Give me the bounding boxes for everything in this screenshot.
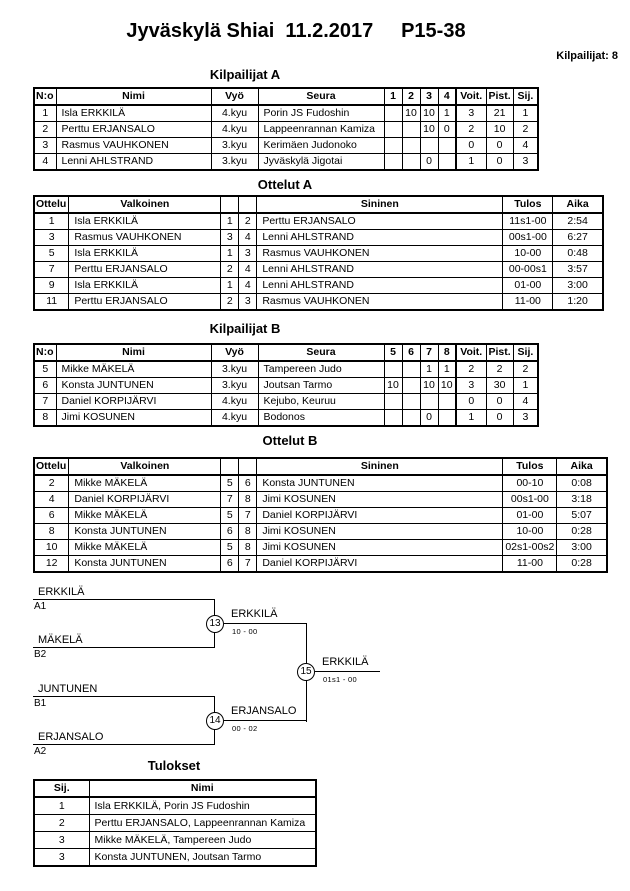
bracket-line — [315, 671, 380, 672]
column-header: Nimi — [56, 344, 211, 361]
table-cell: 3 — [34, 832, 89, 849]
column-header: Sij. — [513, 344, 538, 361]
table-cell: Daniel KORPIJÄRVI — [257, 508, 503, 524]
bracket-seed-name: JUNTUNEN — [38, 683, 98, 695]
table-cell: Lenni AHLSTRAND — [56, 154, 211, 171]
table-cell: Lappeenrannan Kamiza — [258, 122, 384, 138]
table-cell: 3 — [513, 410, 538, 427]
bracket-seed-code: A1 — [34, 601, 47, 612]
table-cell — [420, 138, 438, 154]
table-cell: 10 — [384, 378, 402, 394]
table-cell: 9 — [34, 278, 69, 294]
column-header: Tulos — [503, 196, 553, 213]
table-cell: 0 — [486, 394, 513, 410]
table-cell — [402, 138, 420, 154]
table-cell — [402, 378, 420, 394]
table-row — [34, 556, 607, 573]
tulokset-heading: Tulokset — [147, 758, 201, 773]
column-header — [239, 458, 257, 475]
bracket-seed-name: ERJANSALO — [38, 731, 104, 743]
table-cell: Jyväskylä Jigotai — [258, 154, 384, 171]
table-cell: 1 — [438, 105, 456, 122]
table-cell: 1 — [456, 410, 486, 427]
kilpailijat-b-table — [33, 343, 539, 427]
match-number-badge: 15 — [297, 663, 315, 681]
column-header: Vyö — [211, 88, 258, 105]
table-cell: 11s1-00 — [503, 213, 553, 230]
table-cell: 0 — [486, 154, 513, 171]
table-cell — [438, 138, 456, 154]
column-header: 3 — [420, 88, 438, 105]
bracket-seed-code: A2 — [34, 746, 47, 757]
table-cell: Kejubo, Keuruu — [258, 394, 384, 410]
ottelut-a-heading: Ottelut A — [257, 177, 313, 192]
table-cell: 3.kyu — [211, 154, 258, 171]
column-header: Aika — [553, 196, 603, 213]
table-row — [34, 410, 538, 427]
table-cell: 5 — [221, 475, 239, 492]
table-cell: 4 — [239, 230, 257, 246]
table-cell: Rasmus VAUHKONEN — [257, 246, 503, 262]
table-row — [34, 278, 603, 294]
kilpailijat-a-table — [33, 87, 539, 171]
bracket-line — [33, 696, 215, 697]
table-cell: Daniel KORPIJÄRVI — [69, 492, 221, 508]
kilpailijat-b-heading: Kilpailijat B — [209, 321, 281, 336]
tulokset-table — [33, 779, 317, 867]
table-cell — [384, 410, 402, 427]
table-cell: 3.kyu — [211, 361, 258, 378]
table-cell: 10-00 — [503, 246, 553, 262]
table-row — [34, 832, 316, 849]
table-cell: 8 — [239, 540, 257, 556]
table-cell — [402, 394, 420, 410]
table-cell: 6 — [221, 524, 239, 540]
table-cell: 3 — [34, 230, 69, 246]
table-cell: Porin JS Fudoshin — [258, 105, 384, 122]
table-row — [34, 361, 538, 378]
table-cell: 0:08 — [557, 475, 607, 492]
table-cell — [402, 410, 420, 427]
column-header: 8 — [438, 344, 456, 361]
table-cell — [384, 394, 402, 410]
bracket-seed-code: B2 — [34, 649, 47, 660]
table-cell: 02s1-00s2 — [503, 540, 557, 556]
table-row — [34, 540, 607, 556]
column-header: Nimi — [89, 780, 316, 797]
table-cell: 3 — [239, 294, 257, 311]
table-cell: 00s1-00 — [503, 492, 557, 508]
table-cell: Jimi KOSUNEN — [56, 410, 211, 427]
table-cell: 3:18 — [557, 492, 607, 508]
competitors-count: Kilpailijat: 8 — [556, 50, 618, 62]
table-cell: Tampereen Judo — [258, 361, 384, 378]
table-cell: 2 — [513, 122, 538, 138]
column-header: 6 — [402, 344, 420, 361]
table-cell: 10 — [438, 378, 456, 394]
table-cell: 8 — [239, 492, 257, 508]
table-row — [34, 105, 538, 122]
table-cell: 11 — [34, 294, 69, 311]
table-cell: Mikke MÄKELÄ — [69, 508, 221, 524]
table-cell: 10-00 — [503, 524, 557, 540]
table-cell: 10 — [402, 105, 420, 122]
table-row — [34, 262, 603, 278]
table-cell: 5 — [221, 508, 239, 524]
table-cell: 2 — [239, 213, 257, 230]
table-cell: Konsta JUNTUNEN — [257, 475, 503, 492]
table-cell: 1 — [438, 361, 456, 378]
table-cell: 8 — [34, 524, 69, 540]
table-cell: 5 — [34, 246, 69, 262]
table-cell: 2 — [34, 815, 89, 832]
table-cell: Konsta JUNTUNEN, Joutsan Tarmo — [89, 849, 316, 867]
table-cell: 4 — [239, 262, 257, 278]
table-cell: Mikke MÄKELÄ — [56, 361, 211, 378]
column-header: Voit. — [456, 344, 486, 361]
table-cell: Bodonos — [258, 410, 384, 427]
table-cell: Mikke MÄKELÄ — [69, 540, 221, 556]
match-winner-name: ERKKILÄ — [322, 656, 369, 668]
table-cell: 4 — [513, 394, 538, 410]
table-cell: Konsta JUNTUNEN — [56, 378, 211, 394]
table-cell: 5:07 — [557, 508, 607, 524]
table-row — [34, 815, 316, 832]
table-cell: Konsta JUNTUNEN — [69, 556, 221, 573]
table-cell: Lenni AHLSTRAND — [257, 278, 503, 294]
bracket-line — [33, 599, 215, 600]
column-header: Voit. — [456, 88, 486, 105]
table-cell: Jimi KOSUNEN — [257, 524, 503, 540]
table-cell: 10 — [420, 378, 438, 394]
table-cell: Daniel KORPIJÄRVI — [56, 394, 211, 410]
table-row — [34, 492, 607, 508]
table-cell — [384, 154, 402, 171]
bracket-seed-code: B1 — [34, 698, 47, 709]
table-cell: 6 — [239, 475, 257, 492]
table-cell: 1 — [34, 213, 69, 230]
table-cell: 7 — [221, 492, 239, 508]
table-cell: 10 — [34, 540, 69, 556]
table-row — [34, 849, 316, 867]
table-cell: Konsta JUNTUNEN — [69, 524, 221, 540]
table-cell: 8 — [239, 524, 257, 540]
table-cell: 6 — [221, 556, 239, 573]
table-cell: 4.kyu — [211, 394, 258, 410]
table-cell: 3 — [513, 154, 538, 171]
column-header: Nimi — [56, 88, 211, 105]
column-header: Ottelu — [34, 458, 69, 475]
bracket-seed-name: ERKKILÄ — [38, 586, 85, 598]
table-row — [34, 508, 607, 524]
match-score: 00 - 02 — [232, 724, 258, 733]
table-cell: 1 — [420, 361, 438, 378]
table-cell: 1 — [221, 246, 239, 262]
column-header: 2 — [402, 88, 420, 105]
table-row — [34, 294, 603, 311]
ottelut-b-heading: Ottelut B — [262, 433, 318, 448]
table-cell: Isla ERKKILÄ — [69, 278, 221, 294]
table-cell: 0 — [486, 410, 513, 427]
table-cell — [402, 154, 420, 171]
table-cell — [438, 154, 456, 171]
table-cell: Jimi KOSUNEN — [257, 540, 503, 556]
table-cell: 3 — [221, 230, 239, 246]
table-cell: Joutsan Tarmo — [258, 378, 384, 394]
table-cell: 5 — [34, 361, 56, 378]
column-header: Pist. — [486, 344, 513, 361]
table-cell — [402, 122, 420, 138]
table-cell: 6 — [34, 508, 69, 524]
column-header: 5 — [384, 344, 402, 361]
table-cell: 3 — [239, 246, 257, 262]
table-cell: 3:57 — [553, 262, 603, 278]
ottelut-a-table — [33, 195, 604, 311]
column-header: Vyö — [211, 344, 258, 361]
table-cell: 00-00s1 — [503, 262, 553, 278]
table-cell: 1 — [513, 378, 538, 394]
match-score: 01s1 - 00 — [323, 675, 357, 684]
table-cell: 30 — [486, 378, 513, 394]
table-cell: 21 — [486, 105, 513, 122]
match-number-badge: 14 — [206, 712, 224, 730]
bracket-line — [33, 647, 215, 648]
table-cell: 3 — [34, 849, 89, 867]
table-cell: 00-10 — [503, 475, 557, 492]
column-header: Aika — [557, 458, 607, 475]
table-cell: Perttu ERJANSALO — [257, 213, 503, 230]
column-header: Ottelu — [34, 196, 69, 213]
table-cell: Isla ERKKILÄ, Porin JS Fudoshin — [89, 797, 316, 815]
match-score: 10 - 00 — [232, 627, 258, 636]
column-header: 7 — [420, 344, 438, 361]
table-cell: Rasmus VAUHKONEN — [69, 230, 221, 246]
table-cell: Daniel KORPIJÄRVI — [257, 556, 503, 573]
page-title: Jyväskylä Shiai 11.2.2017 P15-38 — [126, 20, 466, 42]
table-cell: 3:00 — [553, 278, 603, 294]
column-header: Sininen — [257, 458, 503, 475]
table-cell: 4 — [34, 154, 56, 171]
table-cell: 2 — [221, 294, 239, 311]
table-cell: 6 — [34, 378, 56, 394]
bracket-seed-name: MÄKELÄ — [38, 634, 83, 646]
table-row — [34, 394, 538, 410]
table-cell: Mikke MÄKELÄ — [69, 475, 221, 492]
match-number-badge: 13 — [206, 615, 224, 633]
table-cell: 01-00 — [503, 508, 557, 524]
table-cell — [384, 105, 402, 122]
table-cell: 2 — [456, 122, 486, 138]
match-winner-name: ERKKILÄ — [231, 608, 278, 620]
table-cell: 4 — [239, 278, 257, 294]
table-cell: 01-00 — [503, 278, 553, 294]
table-cell: 1 — [513, 105, 538, 122]
table-cell: 7 — [239, 556, 257, 573]
table-cell — [384, 138, 402, 154]
table-row — [34, 230, 603, 246]
table-cell — [384, 122, 402, 138]
table-cell: 1 — [221, 213, 239, 230]
table-cell: 2 — [456, 361, 486, 378]
table-cell: Isla ERKKILÄ — [56, 105, 211, 122]
table-cell: 3.kyu — [211, 378, 258, 394]
table-cell: 3.kyu — [211, 138, 258, 154]
table-cell: 3 — [34, 138, 56, 154]
table-cell: 2 — [486, 361, 513, 378]
table-row — [34, 246, 603, 262]
table-cell: 1 — [34, 105, 56, 122]
kilpailijat-a-heading: Kilpailijat A — [209, 67, 281, 82]
column-header: Sij. — [34, 780, 89, 797]
table-row — [34, 138, 538, 154]
column-header — [239, 196, 257, 213]
column-header: Seura — [258, 344, 384, 361]
table-cell: Perttu ERJANSALO — [69, 262, 221, 278]
column-header — [221, 196, 239, 213]
table-cell: Perttu ERJANSALO — [69, 294, 221, 311]
column-header: Pist. — [486, 88, 513, 105]
table-row — [34, 378, 538, 394]
bracket-line — [224, 623, 307, 624]
table-cell: 10 — [420, 122, 438, 138]
table-row — [34, 213, 603, 230]
table-cell: 2 — [34, 475, 69, 492]
table-cell: 7 — [34, 262, 69, 278]
column-header: N:o — [34, 88, 56, 105]
table-cell: 2:54 — [553, 213, 603, 230]
table-cell: 0 — [420, 410, 438, 427]
column-header: Sij. — [513, 88, 538, 105]
table-cell: 1 — [456, 154, 486, 171]
table-cell: 7 — [239, 508, 257, 524]
table-cell: Lenni AHLSTRAND — [257, 262, 503, 278]
table-cell: 5 — [221, 540, 239, 556]
column-header: Tulos — [503, 458, 557, 475]
table-cell: 2 — [34, 122, 56, 138]
table-cell: 10 — [420, 105, 438, 122]
table-cell — [438, 394, 456, 410]
table-cell: 0:48 — [553, 246, 603, 262]
table-cell: 0 — [456, 394, 486, 410]
table-cell — [384, 361, 402, 378]
column-header — [221, 458, 239, 475]
table-cell: 0 — [486, 138, 513, 154]
table-cell: 2 — [513, 361, 538, 378]
table-cell: 0 — [438, 122, 456, 138]
table-cell: Perttu ERJANSALO — [56, 122, 211, 138]
column-header: 4 — [438, 88, 456, 105]
column-header: Valkoinen — [69, 196, 221, 213]
table-cell: Kerimäen Judonoko — [258, 138, 384, 154]
table-cell: Isla ERKKILÄ — [69, 246, 221, 262]
table-cell: 3:00 — [557, 540, 607, 556]
table-cell: Mikke MÄKELÄ, Tampereen Judo — [89, 832, 316, 849]
table-cell: 7 — [34, 394, 56, 410]
table-cell: 4.kyu — [211, 122, 258, 138]
table-cell: 4.kyu — [211, 410, 258, 427]
table-cell: Jimi KOSUNEN — [257, 492, 503, 508]
table-cell: 1 — [34, 797, 89, 815]
table-cell: 12 — [34, 556, 69, 573]
table-row — [34, 524, 607, 540]
table-row — [34, 797, 316, 815]
column-header: Valkoinen — [69, 458, 221, 475]
table-cell: 11-00 — [503, 556, 557, 573]
column-header: N:o — [34, 344, 56, 361]
table-cell: 10 — [486, 122, 513, 138]
table-cell: Isla ERKKILÄ — [69, 213, 221, 230]
table-cell: 0:28 — [557, 556, 607, 573]
table-cell: 4 — [513, 138, 538, 154]
table-cell: 00s1-00 — [503, 230, 553, 246]
table-cell: 0 — [420, 154, 438, 171]
column-header: Sininen — [257, 196, 503, 213]
table-cell: 4.kyu — [211, 105, 258, 122]
table-cell — [438, 410, 456, 427]
bracket-line — [224, 720, 307, 721]
table-cell: Rasmus VAUHKONEN — [56, 138, 211, 154]
table-cell: 8 — [34, 410, 56, 427]
table-cell: 2 — [221, 262, 239, 278]
table-cell: Lenni AHLSTRAND — [257, 230, 503, 246]
ottelut-b-table — [33, 457, 608, 573]
table-cell: 0:28 — [557, 524, 607, 540]
table-cell: Rasmus VAUHKONEN — [257, 294, 503, 311]
table-row — [34, 154, 538, 171]
table-cell: 4 — [34, 492, 69, 508]
table-cell: 0 — [456, 138, 486, 154]
table-cell: 3 — [456, 105, 486, 122]
table-row — [34, 475, 607, 492]
table-cell — [420, 394, 438, 410]
match-winner-name: ERJANSALO — [231, 705, 297, 717]
column-header: Seura — [258, 88, 384, 105]
table-cell: Perttu ERJANSALO, Lappeenrannan Kamiza — [89, 815, 316, 832]
table-cell — [402, 361, 420, 378]
column-header: 1 — [384, 88, 402, 105]
table-cell: 3 — [456, 378, 486, 394]
table-cell: 11-00 — [503, 294, 553, 311]
table-cell: 1:20 — [553, 294, 603, 311]
table-cell: 1 — [221, 278, 239, 294]
table-row — [34, 122, 538, 138]
table-cell: 6:27 — [553, 230, 603, 246]
bracket-line — [33, 744, 215, 745]
